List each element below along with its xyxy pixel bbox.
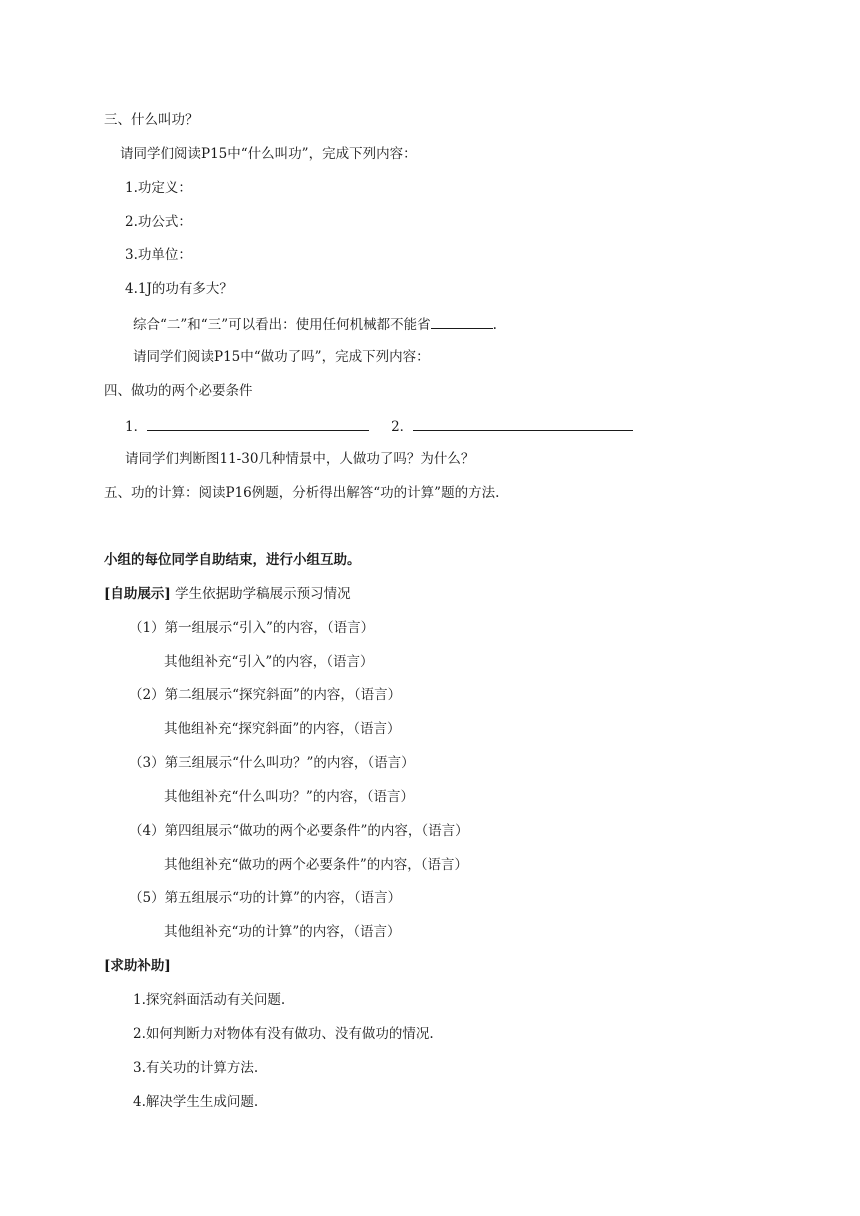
conclusion-blank[interactable] <box>431 314 493 329</box>
help-tag: [求助补助] <box>104 958 171 974</box>
section3-item-2: 2.功公式： <box>125 214 192 230</box>
section5-heading: 五、功的计算：阅读P16例题，分析得出解答“功的计算”题的方法. <box>104 485 500 501</box>
section4-heading: 四、做功的两个必要条件 <box>104 383 253 399</box>
conclusion-suffix: . <box>492 317 497 333</box>
section4-question: 请同学们判断图11-30几种情景中，人做功了吗？为什么？ <box>125 451 475 467</box>
group-item-3: （3）第三组展示“什么叫功？”的内容，（语言） <box>129 755 415 771</box>
section3-conclusion <box>133 314 497 334</box>
group-item-5-sub: 其他组补充“功的计算”的内容，（语言） <box>164 924 401 940</box>
display-line <box>104 585 351 603</box>
section3-read-more: 请同学们阅读P15中“做功了吗”，完成下列内容： <box>133 349 430 365</box>
section3-item-4: 4.1J的功有多大？ <box>125 281 233 297</box>
section3-heading: 三、什么叫功？ <box>104 112 199 128</box>
group-item-3-sub: 其他组补充“什么叫功？”的内容，（语言） <box>164 789 415 805</box>
group-title: 小组的每位同学自助结束，进行小组互助。 <box>104 552 361 568</box>
display-tag: [自助展示] <box>104 586 171 602</box>
group-item-2-sub: 其他组补充“探究斜面”的内容，（语言） <box>164 721 401 737</box>
section3-intro: 请同学们阅读P15中“什么叫功”，完成下列内容： <box>120 146 417 162</box>
section3-item-3: 3.功单位： <box>125 247 192 263</box>
help-item-1: 1.探究斜面活动有关问题. <box>133 992 286 1008</box>
group-item-1-sub: 其他组补充“引入”的内容，（语言） <box>164 654 374 670</box>
section4-blanks <box>125 416 633 436</box>
conclusion-text: 综合“二”和“三”可以看出：使用任何机械都不能省 <box>133 317 431 333</box>
help-item-4: 4.解决学生生成问题. <box>133 1094 259 1110</box>
help-item-2: 2.如何判断力对物体有没有做功、没有做功的情况. <box>133 1026 434 1042</box>
display-text: 学生依据助学稿展示预习情况 <box>175 586 351 602</box>
blank2-label: 2． <box>391 419 414 435</box>
condition-blank-2[interactable] <box>413 416 633 431</box>
help-item-3: 3.有关功的计算方法. <box>133 1060 259 1076</box>
section3-item-1: 1.功定义： <box>125 180 192 196</box>
group-item-1: （1）第一组展示“引入”的内容，（语言） <box>129 620 375 636</box>
group-item-4-sub: 其他组补充“做功的两个必要条件”的内容，（语言） <box>164 857 469 873</box>
blank1-label: 1． <box>125 419 148 435</box>
group-item-4: （4）第四组展示“做功的两个必要条件”的内容，（语言） <box>129 823 469 839</box>
group-item-5: （5）第五组展示“功的计算”的内容，（语言） <box>129 890 402 906</box>
condition-blank-1[interactable] <box>147 416 369 431</box>
group-item-2: （2）第二组展示“探究斜面”的内容，（语言） <box>129 687 402 703</box>
